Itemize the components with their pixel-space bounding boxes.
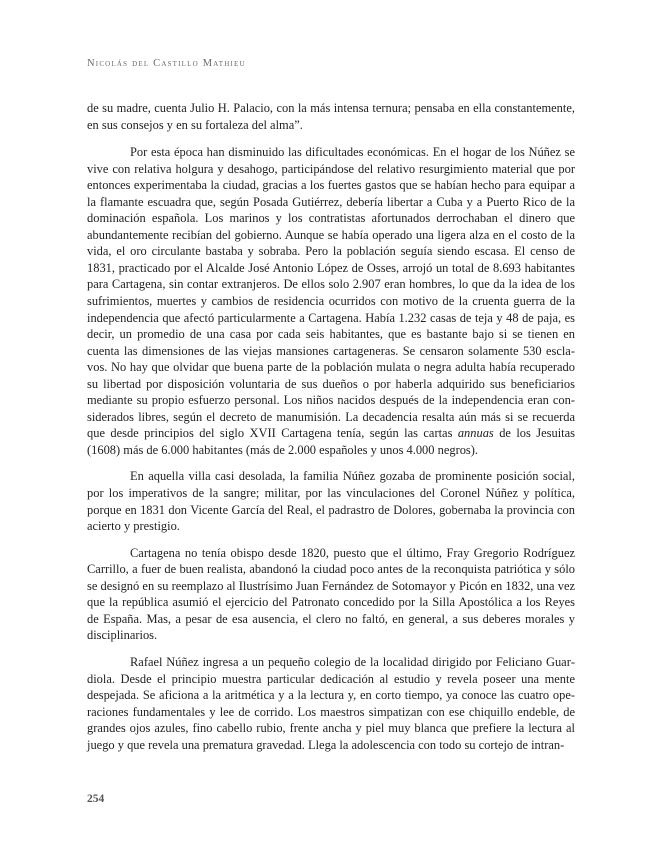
page-number: 254 [87, 793, 105, 805]
running-header: Nicolás del Castillo Mathieu [87, 58, 246, 69]
paragraph-school: Rafael Núñez ingresa a un pequeño colegio de la localidad dirigido por Feliciano Guardiola. Desde el principio muestra particular dedicación al estudio y revela poseer una mente despejada. Se aficiona a la aritmética y a la lectura y, en corto tiempo, ya conoce las cuatro operaciones fundamentales y lee de corrido. Los maestros simpatizan con ese chiquillo endeble, de grandes ojos azules, fino cabello rubio, frente ancha y piel muy blanca que prefiere la lectura al juego y que revela una prematura gravedad. Llega la adolescencia con todo su cortejo de intran- [87, 654, 575, 752]
italic-term: annuas [457, 426, 494, 441]
paragraph-text: de los Jesuitas (1608) más de 6.000 habitantes (más de 2.000 españoles y unos 4.000 negros). [87, 426, 575, 457]
paragraph-family-position: En aquella villa casi desolada, la familia Núñez gozaba de prominente posición social, por los imperativos de la sangre; militar, por las vinculaciones del Coronel Núñez y política, porque en 1831 don Vicente García del Real, el padrastro de Dolores, gobernaba la provincia con acierto y prestigio. [87, 469, 575, 534]
paragraph-economic-conditions [87, 144, 575, 458]
paragraph-bishop: Cartagena no tenía obispo desde 1820, puesto que el último, Fray Gregorio Rodríguez Carrillo, a fuer de buen realista, abandonó la ciudad poco antes de la reconquista patriótica y sólo se designó en su reemplazo al Ilustrísimo Juan Fernández de Sotomayor y Picón en 1832, una vez que la república asumió el ejercicio del Patronato concedido por la Silla Apostólica a los Reyes de España. Mas, a pesar de esa ausencia, el clero no faltó, en general, a sus deberes morales y disciplinarios. [87, 545, 575, 643]
page-body [87, 100, 575, 763]
paragraph-text: Por esta época han disminuido las dificultades económicas. En el hogar de los Núñez se vive con relativa holgura y desahogo, participándose del relativo resurgimiento material que por entonces experimentaba la ciudad, gracias a los fuertes gastos que se habían hecho para equipar a la flamante escuadra que, según Posada Gutiérrez, debería libertar a Cuba y a Puerto Rico de la dominación española. Los marinos y los contratistas afortunados derrochaban el dinero que abundantemente recibían del gobierno. Aunque se había operado una ligera alza en el costo de la vida, el oro circulante bastaba y sobraba. Pero la población seguía siendo escasa. El censo de 1831, practicado por el Alcalde José Antonio López de Osses, arrojó un total de 8.693 habitantes para Cartagena, sin contar extranjeros. De ellos solo 2.907 eran hombres, lo que da la idea de los sufrimientos, muertes y cambios de residencia ocurridos con motivo de la cruenta guerra de la independencia que afectó particularmente a Cartagena. Había 1.232 casas de teja y 48 de paja, es decir, un promedio de una casa por cada seis habitantes, que es bastante bajo si se tienen en cuenta las dimensiones de las viejas mansiones cartageneras. Se censaron solamente 530 esclavos. No hay que olvidar que buena parte de la población mulata o negra adulta había recuperado su libertad por disposición voluntaria de sus dueños o por haberla adquirido sus beneficiarios mediante su propio esfuerzo personal. Los niños nacidos después de la independencia eran considerados libres, según el decreto de manumisión. La decadencia resalta aún más si se recuerda que desde principios del siglo XVII Cartagena tenía, según las cartas [87, 145, 575, 441]
paragraph-continuation: de su madre, cuenta Julio H. Palacio, con la más intensa ternura; pensaba en ella constantemente, en sus consejos y en su fortaleza del alma”. [87, 101, 575, 132]
